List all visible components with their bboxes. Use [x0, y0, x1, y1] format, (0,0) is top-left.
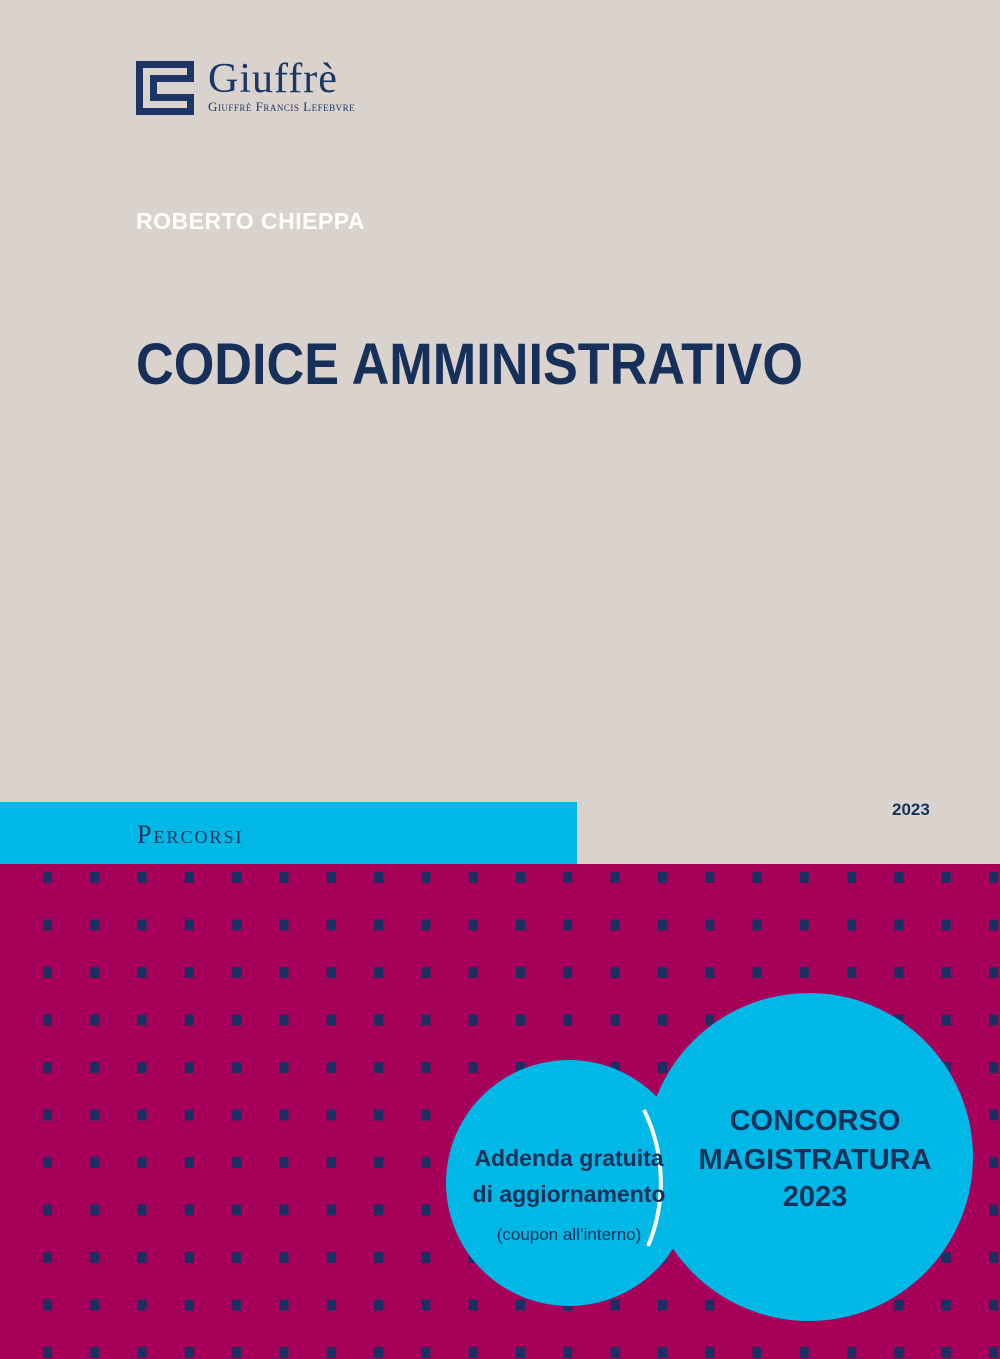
pattern-dot: [847, 920, 856, 931]
pattern-dot: [327, 1015, 336, 1026]
pattern-dot: [138, 967, 147, 978]
pattern-dot: [942, 1347, 951, 1358]
pattern-dot: [421, 1205, 430, 1216]
pattern-dot: [232, 1062, 241, 1073]
pattern-dot: [90, 1300, 99, 1311]
pattern-dot: [563, 967, 572, 978]
pattern-dot: [185, 1157, 194, 1168]
pattern-dot: [800, 1347, 809, 1358]
pattern-dot: [43, 1300, 52, 1311]
pattern-dot: [894, 920, 903, 931]
pattern-dot: [90, 1015, 99, 1026]
pattern-dot: [280, 1015, 289, 1026]
pattern-dot: [658, 1347, 667, 1358]
pattern-dot: [138, 1062, 147, 1073]
pattern-dot: [800, 872, 809, 883]
pattern-dot: [43, 1062, 52, 1073]
pattern-dot: [185, 1252, 194, 1263]
pattern-dot: [374, 967, 383, 978]
pattern-dot: [185, 920, 194, 931]
pattern-dot: [232, 1300, 241, 1311]
pattern-dot: [374, 1157, 383, 1168]
pattern-dot: [421, 967, 430, 978]
pattern-dot: [894, 967, 903, 978]
pattern-dot: [847, 1347, 856, 1358]
pattern-dot: [989, 1347, 998, 1358]
pattern-dot: [90, 967, 99, 978]
pattern-dot: [327, 1300, 336, 1311]
pattern-dot: [894, 872, 903, 883]
pattern-dot: [232, 1347, 241, 1358]
pattern-dot: [280, 920, 289, 931]
pattern-dot: [280, 967, 289, 978]
pattern-dot: [800, 967, 809, 978]
pattern-dot: [90, 1347, 99, 1358]
pattern-dot: [421, 1015, 430, 1026]
pattern-dot: [658, 872, 667, 883]
pattern-dot: [327, 1252, 336, 1263]
pattern-dot: [894, 1347, 903, 1358]
pattern-dot: [658, 920, 667, 931]
pattern-dot: [989, 967, 998, 978]
pattern-dot: [43, 1252, 52, 1263]
author-name: ROBERTO CHIEPPA: [136, 208, 366, 234]
pattern-dot: [138, 872, 147, 883]
pattern-dot: [516, 967, 525, 978]
pattern-dot: [469, 872, 478, 883]
pattern-dot: [327, 872, 336, 883]
pattern-dot: [280, 1157, 289, 1168]
publisher-name: Giuffrè: [208, 56, 338, 102]
publisher-logo-mark: [136, 61, 194, 115]
pattern-dot: [232, 920, 241, 931]
pattern-dot: [611, 967, 620, 978]
pattern-dot: [43, 1347, 52, 1358]
pattern-dot: [327, 1110, 336, 1121]
pattern-dot: [138, 920, 147, 931]
pattern-dot: [43, 1205, 52, 1216]
pattern-dot: [374, 1110, 383, 1121]
pattern-dot: [753, 967, 762, 978]
pattern-dot: [942, 920, 951, 931]
pattern-dot: [421, 1157, 430, 1168]
pattern-dot: [516, 872, 525, 883]
pattern-dot: [516, 1347, 525, 1358]
pattern-dot: [185, 872, 194, 883]
pattern-dot: [421, 1300, 430, 1311]
pattern-dot: [374, 920, 383, 931]
publisher-logo: [136, 57, 426, 117]
pattern-dot: [43, 1157, 52, 1168]
pattern-dot: [469, 967, 478, 978]
pattern-dot: [942, 967, 951, 978]
pattern-dot: [705, 1347, 714, 1358]
pattern-dot: [90, 872, 99, 883]
pattern-dot: [563, 872, 572, 883]
pattern-dot: [90, 1110, 99, 1121]
pattern-dot: [374, 1015, 383, 1026]
pattern-dot: [90, 1157, 99, 1168]
pattern-dot: [469, 920, 478, 931]
pattern-dot: [374, 1300, 383, 1311]
pattern-dot: [280, 1205, 289, 1216]
edition-year: 2023: [892, 800, 930, 819]
pattern-dot: [705, 967, 714, 978]
pattern-dot: [516, 920, 525, 931]
pattern-dot: [989, 872, 998, 883]
pattern-dot: [138, 1252, 147, 1263]
series-band: [0, 802, 577, 864]
pattern-dot: [374, 1205, 383, 1216]
pattern-dot: [327, 967, 336, 978]
pattern-dot: [232, 1110, 241, 1121]
pattern-dot: [374, 872, 383, 883]
pattern-dot: [185, 1300, 194, 1311]
pattern-dot: [90, 1205, 99, 1216]
pattern-dot: [327, 1157, 336, 1168]
pattern-dot: [611, 872, 620, 883]
pattern-dot: [185, 1015, 194, 1026]
badge-line-2: MAGISTRATURA: [698, 1144, 932, 1176]
pattern-dot: [280, 1062, 289, 1073]
pattern-dot: [138, 1205, 147, 1216]
pattern-dot: [658, 967, 667, 978]
pattern-dot: [185, 1205, 194, 1216]
addenda-line-1: Addenda gratuita: [474, 1145, 664, 1171]
badge-line-3: 2023: [782, 1181, 848, 1213]
pattern-dot: [280, 1110, 289, 1121]
pattern-dot: [327, 920, 336, 931]
pattern-dot: [705, 872, 714, 883]
pattern-dot: [43, 967, 52, 978]
pattern-dot: [421, 872, 430, 883]
pattern-dot: [847, 967, 856, 978]
pattern-dot: [185, 1347, 194, 1358]
pattern-dot: [232, 1205, 241, 1216]
pattern-dot: [138, 1300, 147, 1311]
pattern-dot: [185, 1062, 194, 1073]
pattern-dot: [800, 920, 809, 931]
pattern-dot: [43, 872, 52, 883]
pattern-dot: [327, 1205, 336, 1216]
pattern-dot: [185, 1110, 194, 1121]
pattern-dot: [421, 1062, 430, 1073]
pattern-dot: [138, 1015, 147, 1026]
pattern-dot: [138, 1157, 147, 1168]
pattern-dot: [327, 1347, 336, 1358]
pattern-dot: [753, 920, 762, 931]
pattern-dot: [280, 1300, 289, 1311]
pattern-dot: [43, 1015, 52, 1026]
pattern-dot: [90, 1062, 99, 1073]
addenda-line-2: di aggiornamento: [472, 1181, 666, 1207]
publisher-subtitle: Giuffrè Francis Lefebvre: [208, 99, 356, 114]
pattern-dot: [280, 1347, 289, 1358]
series-label: Percorsi: [137, 820, 244, 849]
pattern-dot: [611, 1347, 620, 1358]
pattern-dot: [43, 1110, 52, 1121]
pattern-dot: [989, 920, 998, 931]
pattern-dot: [90, 1252, 99, 1263]
pattern-dot: [469, 1347, 478, 1358]
pattern-dot: [90, 920, 99, 931]
pattern-dot: [611, 920, 620, 931]
pattern-dot: [753, 872, 762, 883]
pattern-dot: [280, 872, 289, 883]
pattern-dot: [563, 920, 572, 931]
pattern-dot: [232, 1015, 241, 1026]
pattern-dot: [421, 1110, 430, 1121]
pattern-dot: [421, 1347, 430, 1358]
pattern-dot: [847, 872, 856, 883]
pattern-dot: [43, 920, 52, 931]
pattern-dot: [232, 872, 241, 883]
pattern-dot: [705, 920, 714, 931]
pattern-dot: [753, 1347, 762, 1358]
pattern-dot: [232, 967, 241, 978]
pattern-dot: [185, 967, 194, 978]
pattern-dot: [374, 1252, 383, 1263]
coupon-note: (coupon all’interno): [496, 1225, 642, 1244]
pattern-dot: [232, 1252, 241, 1263]
pattern-dot: [138, 1347, 147, 1358]
pattern-dot: [374, 1062, 383, 1073]
book-title: CODICE AMMINISTRATIVO: [136, 332, 803, 397]
pattern-dot: [421, 1252, 430, 1263]
badge-line-1: CONCORSO: [729, 1105, 901, 1137]
pattern-dot: [280, 1252, 289, 1263]
pattern-dot: [232, 1157, 241, 1168]
pattern-dot: [138, 1110, 147, 1121]
pattern-dot: [563, 1347, 572, 1358]
pattern-dot: [374, 1347, 383, 1358]
pattern-dot: [942, 872, 951, 883]
pattern-dot: [327, 1062, 336, 1073]
pattern-dot: [421, 920, 430, 931]
